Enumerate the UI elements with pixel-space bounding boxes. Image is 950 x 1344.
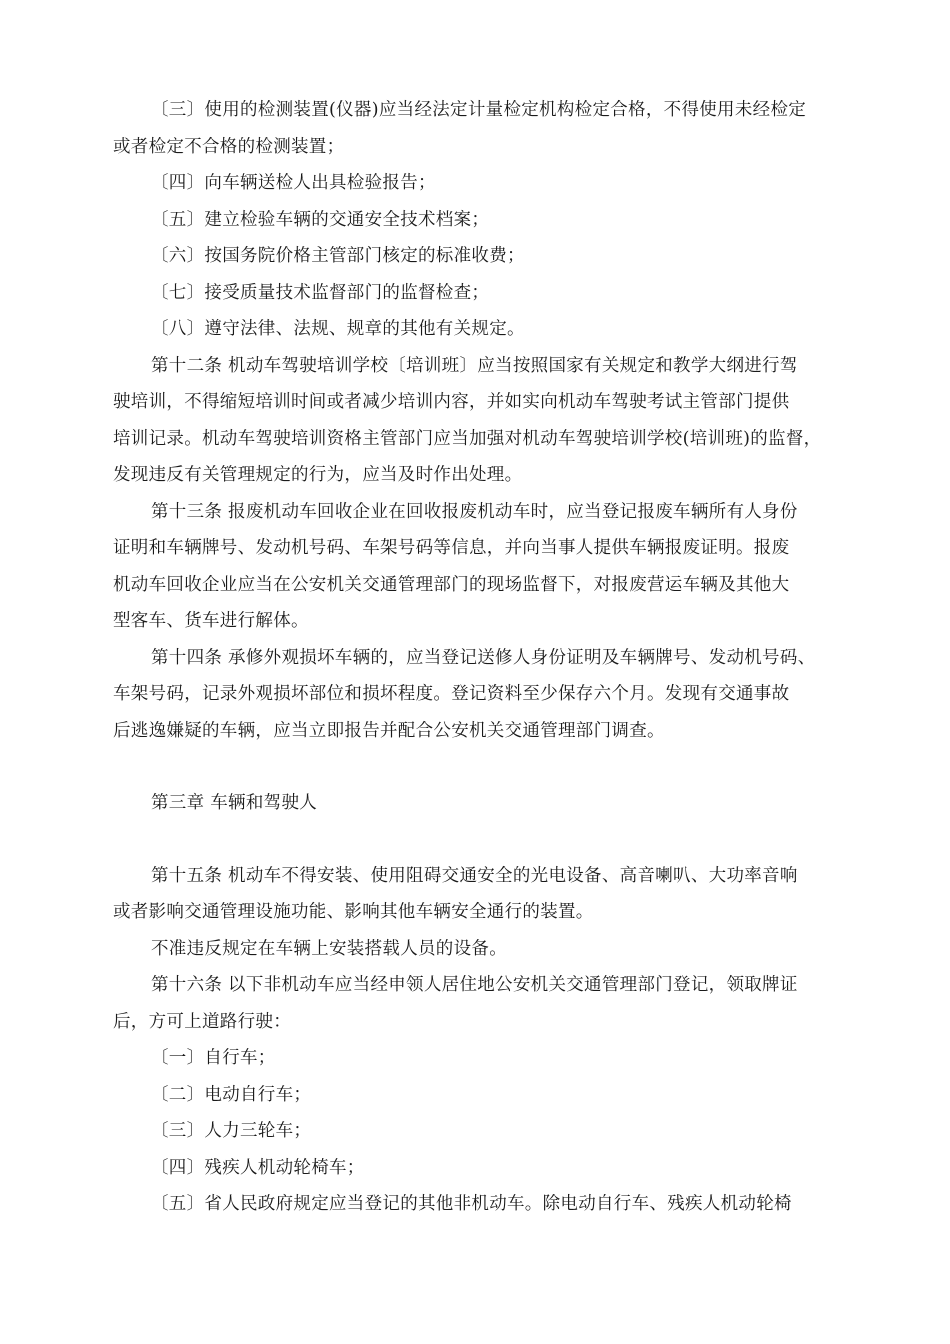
document-body-after (113, 858, 855, 1223)
text-line: 〔四〕残疾人机动轮椅车； (151, 1157, 365, 1178)
text-line: 〔一〕自行车； (151, 1048, 276, 1068)
chapter-heading: 第三章 车辆和驾驶人 (151, 793, 318, 813)
text-line: 〔三〕人力三轮车； (151, 1121, 312, 1141)
text-line: 培训记录。机动车驾驶培训资格主管部门应当加强对机动车驾驶培训学校(培训班)的监督， (113, 428, 822, 449)
text-line: 后逃逸嫌疑的车辆，应当立即报告并配合公安机关交通管理部门调查。 (113, 720, 665, 741)
text-line: 或者影响交通管理设施功能、影响其他车辆安全通行的装置。 (113, 902, 594, 922)
text-line: 〔六〕按国务院价格主管部门核定的标准收费； (151, 246, 525, 266)
text-line: 证明和车辆牌号、发动机号码、车架号码等信息，并向当事人提供车辆报废证明。报废 (113, 538, 790, 558)
text-line: 第十五条 机动车不得安装、使用阻碍交通安全的光电设备、高音喇叭、大功率音响 (151, 865, 798, 886)
text-line: 或者检定不合格的检测装置； (113, 136, 345, 157)
text-line: 第十四条 承修外观损坏车辆的，应当登记送修人身份证明及车辆牌号、发动机号码、 (151, 647, 816, 668)
spacer (113, 822, 855, 858)
document-body-before (113, 92, 855, 749)
text-line: 驶培训，不得缩短培训时间或者减少培训内容，并如实向机动车驾驶考试主管部门提供 (113, 392, 790, 412)
text-line: 后，方可上道路行驶： (113, 1011, 291, 1032)
text-line: 〔二〕电动自行车； (151, 1084, 312, 1105)
text-line: 机动车回收企业应当在公安机关交通管理部门的现场监督下，对报废营运车辆及其他大 (113, 574, 790, 595)
text-line: 第十六条 以下非机动车应当经申领人居住地公安机关交通管理部门登记，领取牌证 (151, 975, 798, 995)
text-line: 不准违反规定在车辆上安装搭载人员的设备。 (151, 938, 507, 959)
text-line: 发现违反有关管理规定的行为，应当及时作出处理。 (113, 465, 523, 485)
text-line: 型客车、货车进行解体。 (113, 611, 309, 631)
text-line: 车架号码，记录外观损坏部位和损坏程度。登记资料至少保存六个月。发现有交通事故 (113, 684, 790, 704)
text-line: 第十二条 机动车驾驶培训学校〔培训班〕应当按照国家有关规定和教学大纲进行驾 (151, 355, 798, 376)
spacer (113, 749, 855, 785)
document-page (113, 92, 855, 1223)
text-line: 〔五〕省人民政府规定应当登记的其他非机动车。除电动自行车、残疾人机动轮椅 (151, 1194, 792, 1214)
text-line: 〔四〕向车辆送检人出具检验报告； (151, 173, 436, 193)
text-line: 第十三条 报废机动车回收企业在回收报废机动车时，应当登记报废车辆所有人身份 (151, 501, 798, 522)
text-line: 〔七〕接受质量技术监督部门的监督检查； (151, 282, 490, 303)
text-line: 〔八〕遵守法律、法规、规章的其他有关规定。 (151, 319, 525, 339)
text-line: 〔三〕使用的检测装置(仪器)应当经法定计量检定机构检定合格，不得使用未经检定 (151, 100, 807, 120)
text-line: 〔五〕建立检验车辆的交通安全技术档案； (151, 209, 490, 230)
